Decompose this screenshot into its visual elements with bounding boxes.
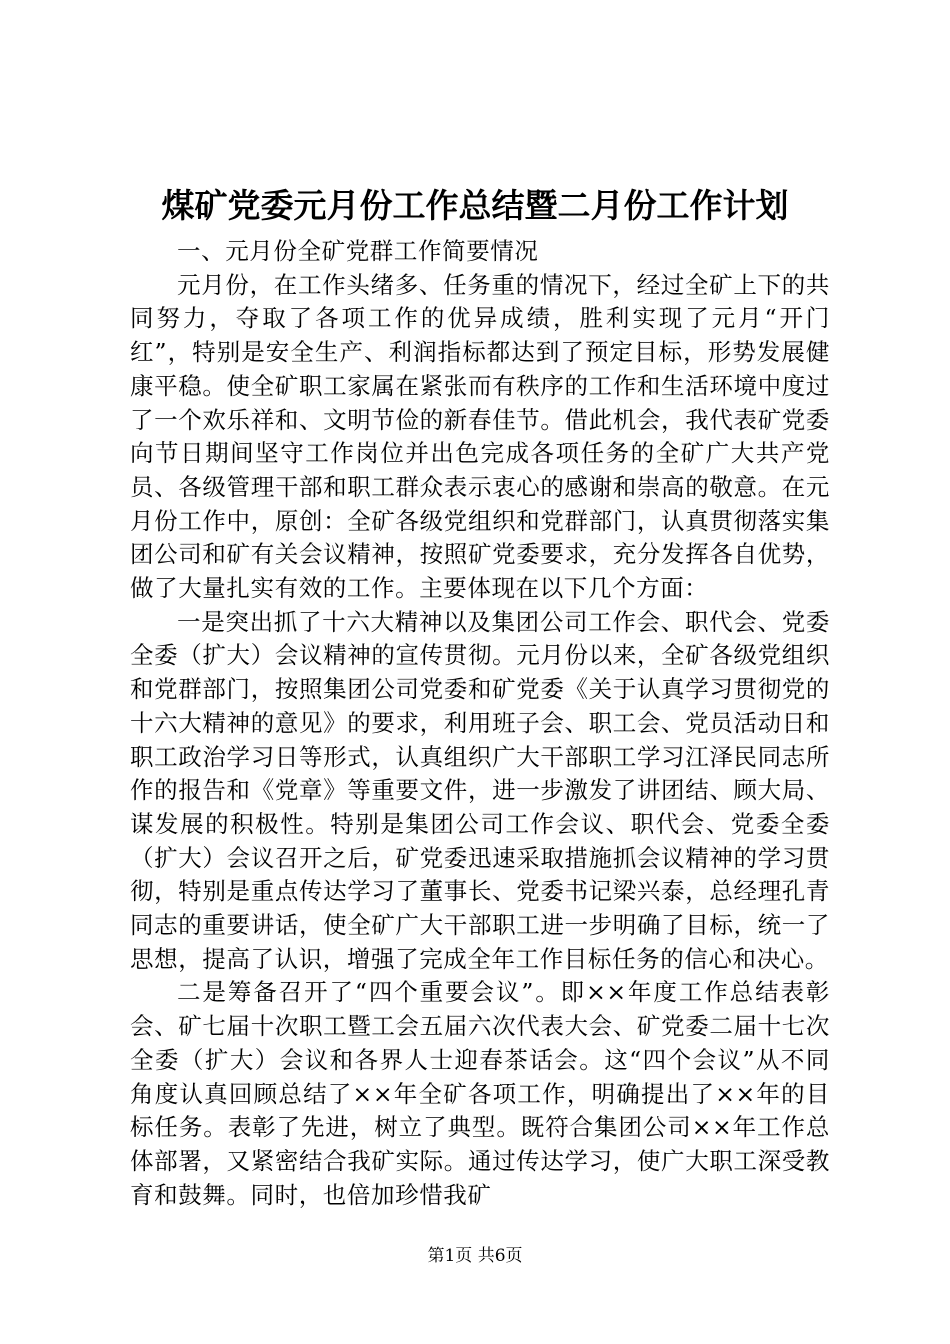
paragraph: 二是筹备召开了“四个重要会议”。即××年度工作总结表彰会、矿七届十次职工暨工会五届六次代表大会、矿党委二届十七次全委（扩大）会议和各界人士迎春茶话会。这“四个会议”从不同角度认真回顾总结了××年全矿各项工作，明确提出了××年的目标任务。表彰了先进，树立了典型。既符合集团公司××年工作总体部署，又紧密结合我矿实际。通过传达学习，使广大职工深受教育和鼓舞。同时，也倍加珍惜我矿 xyxy=(130,978,830,1209)
page-number-footer: 第1页 共6页 xyxy=(427,1246,523,1266)
document-body xyxy=(130,235,830,1212)
paragraph: 一是突出抓了十六大精神以及集团公司工作会、职代会、党委全委（扩大）会议精神的宣传贯彻。元月份以来，全矿各级党组织和党群部门，按照集团公司党委和矿党委《关于认真学习贯彻党的十六大精神的意见》的要求，利用班子会、职工会、党员活动日和职工政治学习日等形式，认真组织广大干部职工学习江泽民同志所作的报告和《党章》等重要文件，进一步激发了讲团结、顾大局、谋发展的积极性。特别是集团公司工作会议、职代会、党委全委（扩大）会议召开之后，矿党委迅速采取措施抓会议精神的学习贯彻，特别是重点传达学习了董事长、党委书记梁兴泰，总经理孔青同志的重要讲话，使全矿广大干部职工进一步明确了目标，统一了思想，提高了认识，增强了完成全年工作目标任务的信心和决心。 xyxy=(130,607,830,973)
section-heading: 一、元月份全矿党群工作简要情况 xyxy=(177,237,539,265)
document-title: 煤矿党委元月份工作总结暨二月份工作计划 xyxy=(161,186,789,225)
paragraph: 元月份，在工作头绪多、任务重的情况下，经过全矿上下的共同努力，夺取了各项工作的优异成绩，胜利实现了元月“开门红”，特别是安全生产、利润指标都达到了预定目标，形势发展健康平稳。使全矿职工家属在紧张而有秩序的工作和生活环境中度过了一个欢乐祥和、文明节俭的新春佳节。借此机会，我代表矿党委向节日期间坚守工作岗位并出色完成各项任务的全矿广大共产党员、各级管理干部和职工群众表示衷心的感谢和崇高的敬意。在元月份工作中，原创：全矿各级党组织和党群部门，认真贯彻落实集团公司和矿有关会议精神，按照矿党委要求，充分发挥各自优势，做了大量扎实有效的工作。主要体现在以下几个方面： xyxy=(130,270,830,603)
